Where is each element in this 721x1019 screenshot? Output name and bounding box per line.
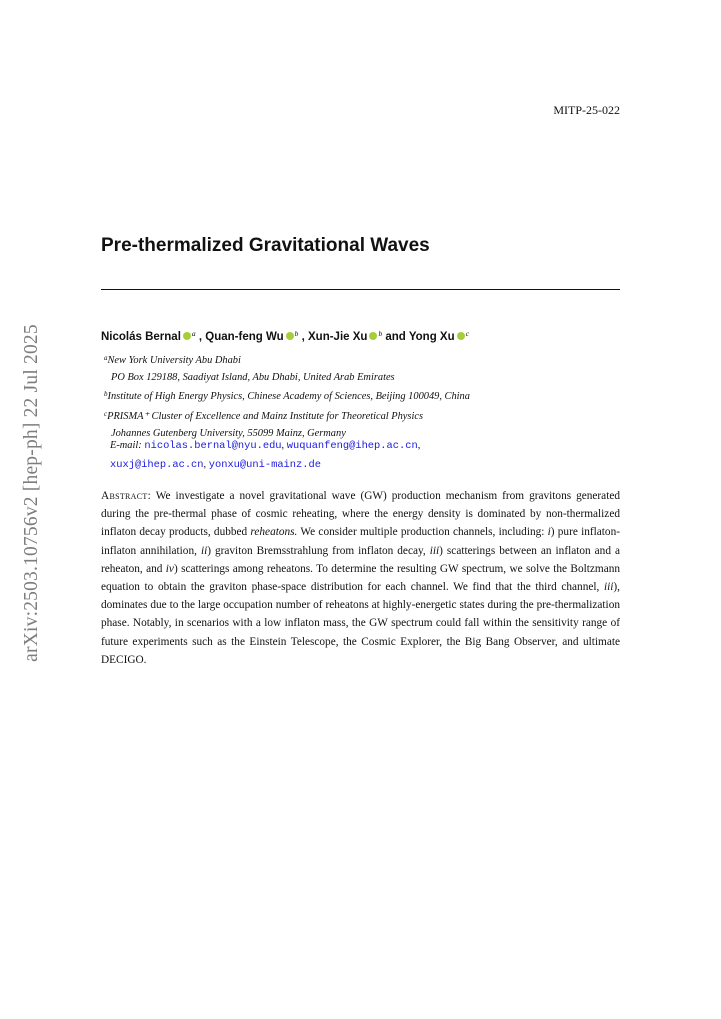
author-separator: , bbox=[301, 331, 305, 343]
abstract-emph: i bbox=[547, 526, 551, 539]
arxiv-side-stamp bbox=[22, 298, 42, 688]
affiliation-line bbox=[104, 386, 470, 405]
affil-text: Institute of High Energy Physics, Chinese Academy of Sciences, Beijing 100049, China bbox=[107, 391, 470, 403]
affiliation-line bbox=[104, 350, 470, 369]
abstract-text: We investigate a novel gravitational wave (GW) production mechanism from gravitons generated during the pre-thermal phase of cosmic reheating, where the energy density is dominated by non-thermalized inflaton decay products, dubbed bbox=[101, 490, 620, 539]
abstract bbox=[101, 487, 620, 669]
email-link[interactable]: wuquanfeng@ihep.ac.cn bbox=[286, 440, 418, 452]
abstract-emph: iii bbox=[429, 544, 440, 557]
email-label: E-mail: bbox=[110, 440, 142, 451]
author-affil-mark: c bbox=[465, 329, 469, 338]
orcid-icon[interactable] bbox=[457, 332, 465, 340]
email-block: E-mail: nicolas.bernal@nyu.edu, wuquanfeng@ihep.ac.cn, xuxj@ihep.ac.cn, yonxu@uni-mainz.de bbox=[110, 440, 421, 471]
email-link[interactable]: xuxj@ihep.ac.cn bbox=[110, 458, 204, 471]
affiliations bbox=[104, 350, 470, 442]
affil-mark: c bbox=[104, 409, 108, 418]
email-link[interactable]: nicolas.bernal@nyu.edu bbox=[144, 440, 282, 452]
affiliation-line: PO Box 129188, Saadiyat Island, Abu Dhabi, United Arab Emirates bbox=[111, 372, 395, 384]
author-and: and bbox=[385, 331, 406, 343]
author-name: Xun-Jie Xu bbox=[308, 331, 368, 343]
preprint-number: MITP-25-022 bbox=[553, 103, 620, 117]
orcid-icon[interactable] bbox=[183, 332, 191, 340]
title-rule bbox=[101, 289, 620, 290]
affiliation-line bbox=[104, 406, 470, 425]
author-affil-mark: b bbox=[294, 329, 299, 338]
affil-text: PRISMA⁺ Cluster of Excellence and Mainz Institute for Theoretical Physics bbox=[107, 410, 423, 422]
abstract-emph: iii bbox=[603, 581, 614, 594]
affil-mark: a bbox=[104, 354, 108, 362]
abstract-text: ) scatterings among reheatons. To determine the resulting GW spectrum, we solve the Boltzmann equation to obtain the graviton phase-space distribution for each channel. We find that the third channel, bbox=[101, 562, 621, 594]
orcid-icon[interactable] bbox=[286, 332, 294, 340]
abstract-emph: iv bbox=[165, 562, 174, 575]
author-separator: , bbox=[198, 331, 203, 343]
abstract-label: Abstract: bbox=[101, 490, 152, 502]
affil-text: New York University Abu Dhabi bbox=[107, 355, 241, 366]
abstract-emph: reheatons. bbox=[250, 526, 298, 539]
paper-title: Pre-thermalized Gravitational Waves bbox=[101, 235, 430, 256]
abstract-text: ), dominates due to the large occupation number of reheatons at highly-energetic states during the pre-thermalization phase. Notably, in scenarios with a low inflaton mass, the GW spectrum could fall within the sensitivity range of future experiments such as the Einstein Telescope, the Cosmic Explorer, the Big Bang Observer, and ultimate DECIGO. bbox=[101, 581, 620, 666]
arxiv-identifier: arXiv:2503.10756v2 [hep-ph] 22 Jul 2025 bbox=[21, 324, 42, 662]
author-affil-mark: b bbox=[378, 329, 383, 338]
abstract-text: ) pure inflaton-inflaton annihilation, bbox=[101, 526, 620, 557]
author-name: Nicolás Bernal bbox=[101, 331, 181, 343]
email-link[interactable]: yonxu@uni-mainz.de bbox=[208, 458, 321, 471]
orcid-icon[interactable] bbox=[369, 332, 377, 340]
author-list bbox=[101, 329, 469, 343]
author-name: Yong Xu bbox=[408, 331, 455, 343]
abstract-text: We consider multiple production channels, including: bbox=[297, 526, 548, 539]
abstract-text: ) scatterings between an inflaton and a reheaton, and bbox=[101, 544, 620, 575]
author-name: Quan-feng Wu bbox=[205, 331, 284, 343]
affiliation-line: Johannes Gutenberg University, 55099 Mainz, Germany bbox=[111, 427, 346, 439]
abstract-text: ) graviton Bremsstrahlung from inflaton decay, bbox=[207, 544, 430, 557]
abstract-emph: ii bbox=[200, 544, 208, 557]
affil-mark: b bbox=[104, 390, 108, 399]
author-affil-mark: a bbox=[191, 329, 196, 338]
